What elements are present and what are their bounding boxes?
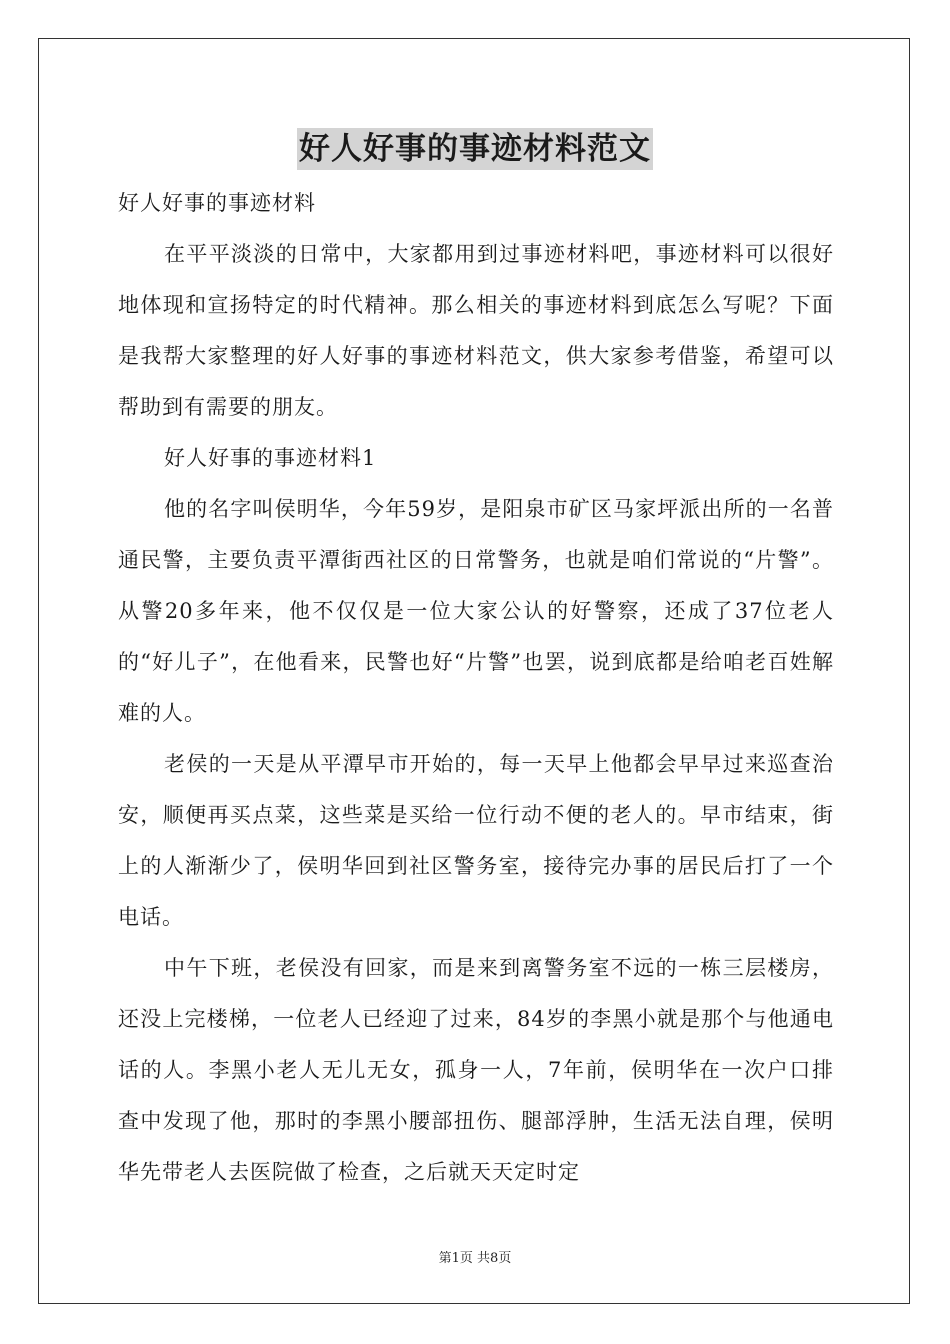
paragraph: 中午下班，老侯没有回家，而是来到离警务室不远的一栋三层楼房，还没上完楼梯，一位老人已经迎了过来，84岁的李黑小就是那个与他通电话的人。李黑小老人无儿无女，孤身一人，7年前，侯明华在一次户口排查中发现了他，那时的李黑小腰部扭伤、腿部浮肿，生活无法自理，侯明华先带老人去医院做了检查，之后就天天定时定 (118, 956, 834, 1184)
document-body (118, 178, 834, 1198)
page-footer: 第1页 共8页 (438, 1251, 512, 1266)
document-title-container (0, 128, 950, 170)
paragraph: 他的名字叫侯明华，今年59岁，是阳泉市矿区马家坪派出所的一名普通民警，主要负责平潭街西社区的日常警务，也就是咱们常说的“片警”。从警20多年来，他不仅仅是一位大家公认的好警察，还成了37位老人的“好儿子”，在他看来，民警也好“片警”也罢，说到底都是给咱老百姓解难的人。 (118, 497, 834, 725)
section-heading: 好人好事的事迹材料1 (164, 446, 377, 470)
paragraph: 老侯的一天是从平潭早市开始的，每一天早上他都会早早过来巡查治安，顺便再买点菜，这些菜是买给一位行动不便的老人的。早市结束，街上的人渐渐少了，侯明华回到社区警务室，接待完办事的居民后打了一个电话。 (118, 752, 834, 929)
document-title: 好人好事的事迹材料范文 (297, 128, 653, 170)
document-subtitle: 好人好事的事迹材料 (118, 191, 316, 215)
paragraph-intro: 在平平淡淡的日常中，大家都用到过事迹材料吧，事迹材料可以很好地体现和宣扬特定的时代精神。那么相关的事迹材料到底怎么写呢？下面是我帮大家整理的好人好事的事迹材料范文，供大家参考借鉴，希望可以帮助到有需要的朋友。 (118, 242, 834, 419)
